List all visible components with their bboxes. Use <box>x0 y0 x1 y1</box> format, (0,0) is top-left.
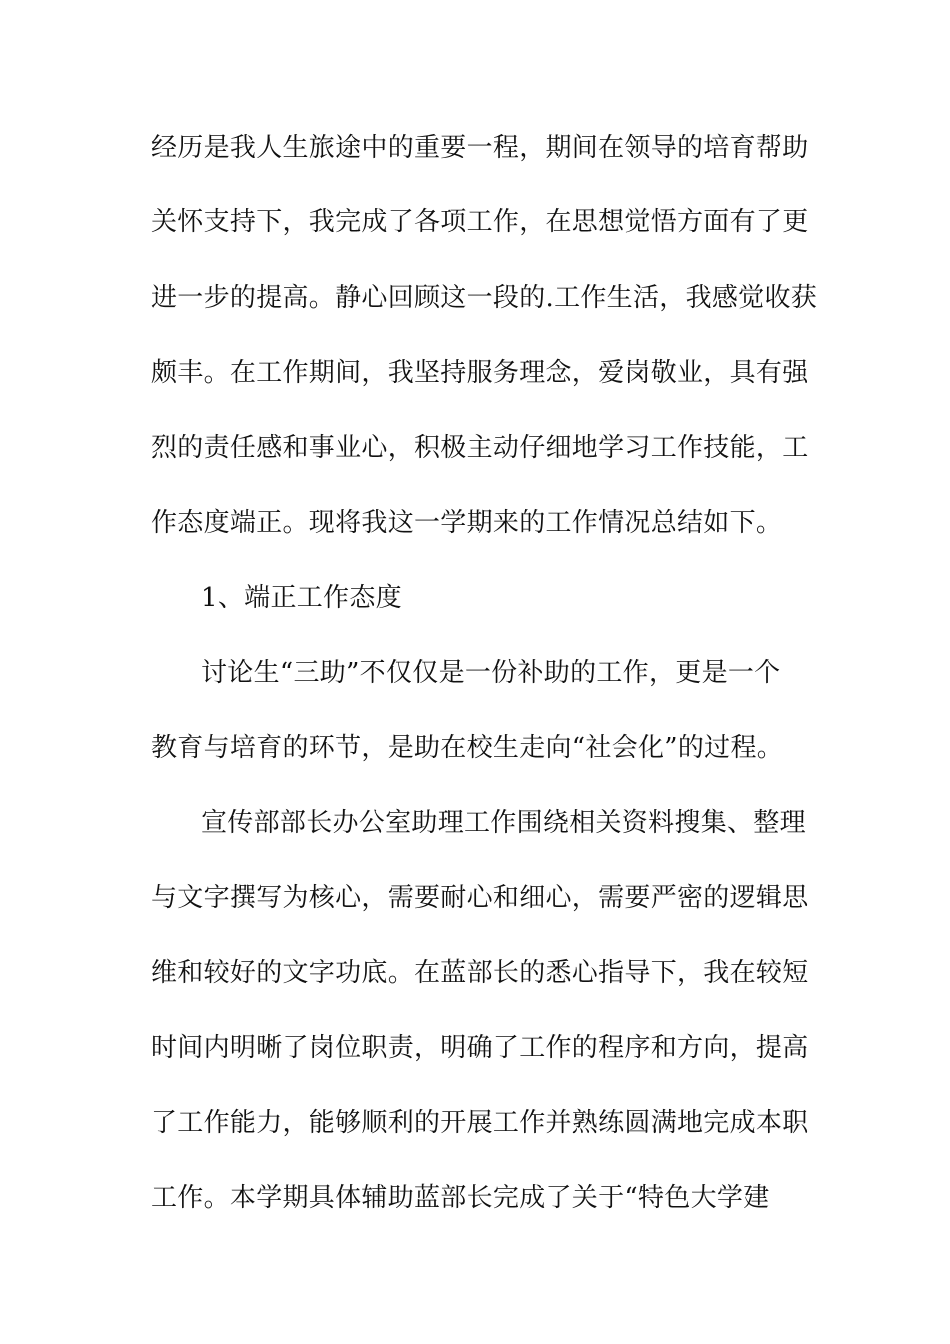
paragraph-line-15: 工作。本学期具体辅助蓝部长完成了关于“特色大学建 <box>151 1183 770 1213</box>
paragraph-line-13: 时间内明晰了岗位职责，明确了工作的程序和方向，提高 <box>151 1033 809 1063</box>
paragraph-line-11: 与文字撰写为核心，需要耐心和细心，需要严密的逻辑思 <box>151 883 809 913</box>
paragraph-line-1: 经历是我人生旅途中的重要一程，期间在领导的培育帮助 <box>151 133 809 163</box>
paragraph-line-2: 关怀支持下，我完成了各项工作，在思想觉悟方面有了更 <box>151 207 809 237</box>
paragraph-line-9: 教育与培育的环节，是助在校生走向“社会化”的过程。 <box>151 733 784 763</box>
paragraph-line-4: 颇丰。在工作期间，我坚持服务理念，爱岗敬业，具有强 <box>151 358 809 388</box>
paragraph-line-3: 进一步的提高。静心回顾这一段的.工作生活，我感觉收获 <box>151 283 818 313</box>
section-heading: 1、端正工作态度 <box>201 583 402 613</box>
paragraph-line-5: 烈的责任感和事业心，积极主动仔细地学习工作技能，工 <box>151 433 809 463</box>
paragraph-line-14: 了工作能力，能够顺利的开展工作并熟练圆满地完成本职 <box>151 1108 809 1138</box>
paragraph-line-6: 作态度端正。现将我这一学期来的工作情况总结如下。 <box>151 508 783 538</box>
paragraph-line-10: 宣传部部长办公室助理工作围绕相关资料搜集、整理 <box>201 808 806 838</box>
paragraph-line-12: 维和较好的文字功底。在蓝部长的悉心指导下，我在较短 <box>151 958 809 988</box>
paragraph-line-8: 讨论生“三助”不仅仅是一份补助的工作，更是一个 <box>201 658 781 688</box>
